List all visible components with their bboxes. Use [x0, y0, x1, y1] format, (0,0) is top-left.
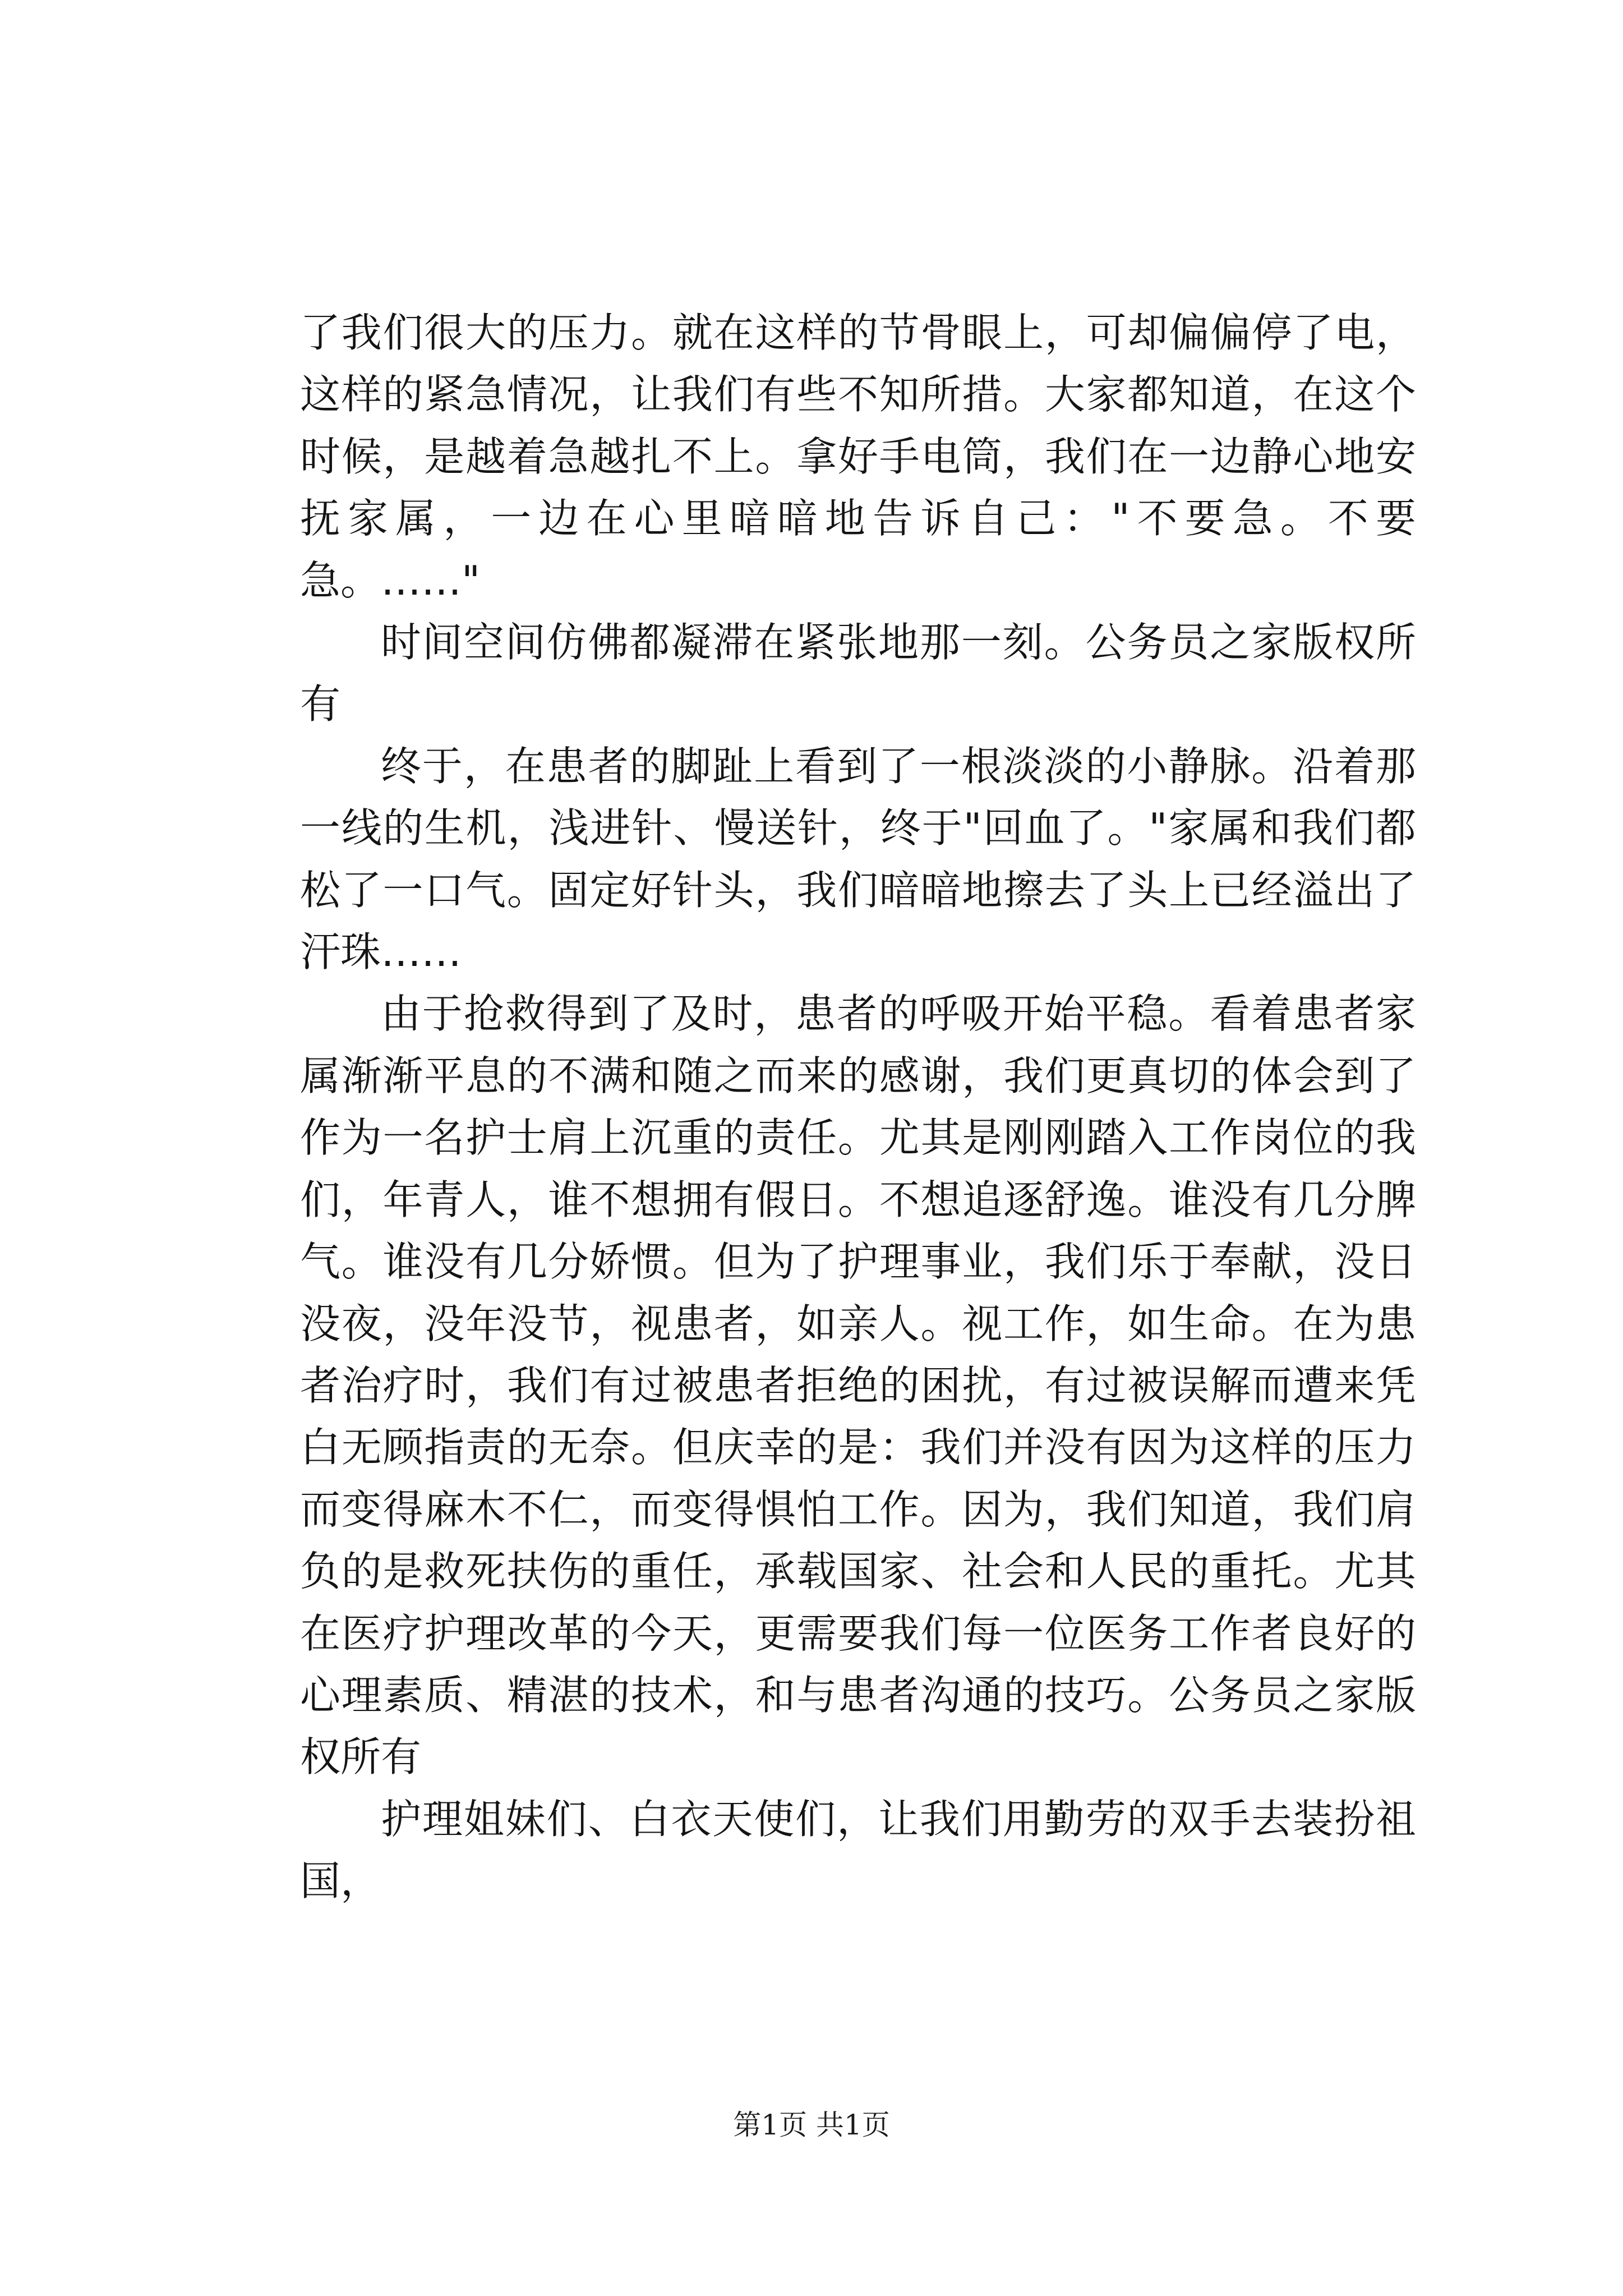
paragraph-2: 时间空间仿佛都凝滞在紧张地那一刻。公务员之家版权所有	[300, 619, 1416, 728]
document-body	[300, 302, 1416, 1912]
paragraph-4: 由于抢救得到了及时，患者的呼吸开始平稳。看着患者家属渐渐平息的不满和随之而来的感谢，我们更真切的体会到了作为一名护士肩上沉重的责任。尤其是刚刚踏入工作岗位的我们，年青人，谁不想拥有假日。不想追逐舒逸。谁没有几分脾气。谁没有几分娇惯。但为了护理事业，我们乐于奉献，没日没夜，没年没节，视患者，如亲人。视工作，如生命。在为患者治疗时，我们有过被患者拒绝的困扰，有过被误解而遭来凭白无顾指责的无奈。但庆幸的是：我们并没有因为这样的压力而变得麻木不仁，而变得惧怕工作。因为，我们知道，我们肩负的是救死扶伤的重任，承载国家、社会和人民的重托。尤其在医疗护理改革的今天，更需要我们每一位医务工作者良好的心理素质、精湛的技术，和与患者沟通的技巧。公务员之家版权所有	[300, 990, 1416, 1781]
paragraph-5: 护理姐妹们、白衣天使们，让我们用勤劳的双手去装扮祖国，	[300, 1795, 1416, 1905]
paragraph-3: 终于，在患者的脚趾上看到了一根淡淡的小静脉。沿着那一线的生机，浅进针、慢送针，终于"回血了。"家属和我们都松了一口气。固定好针头，我们暗暗地擦去了头上已经溢出了汗珠……	[300, 742, 1416, 976]
page-number-footer: 第1页 共1页	[733, 2109, 890, 2141]
paragraph-1: 了我们很大的压力。就在这样的节骨眼上，可却偏偏停了电，这样的紧急情况，让我们有些不知所措。大家都知道，在这个时候，是越着急越扎不上。拿好手电筒，我们在一边静心地安抚家属，一边在心里暗暗地告诉自己："不要急。不要急。……"	[300, 309, 1416, 604]
